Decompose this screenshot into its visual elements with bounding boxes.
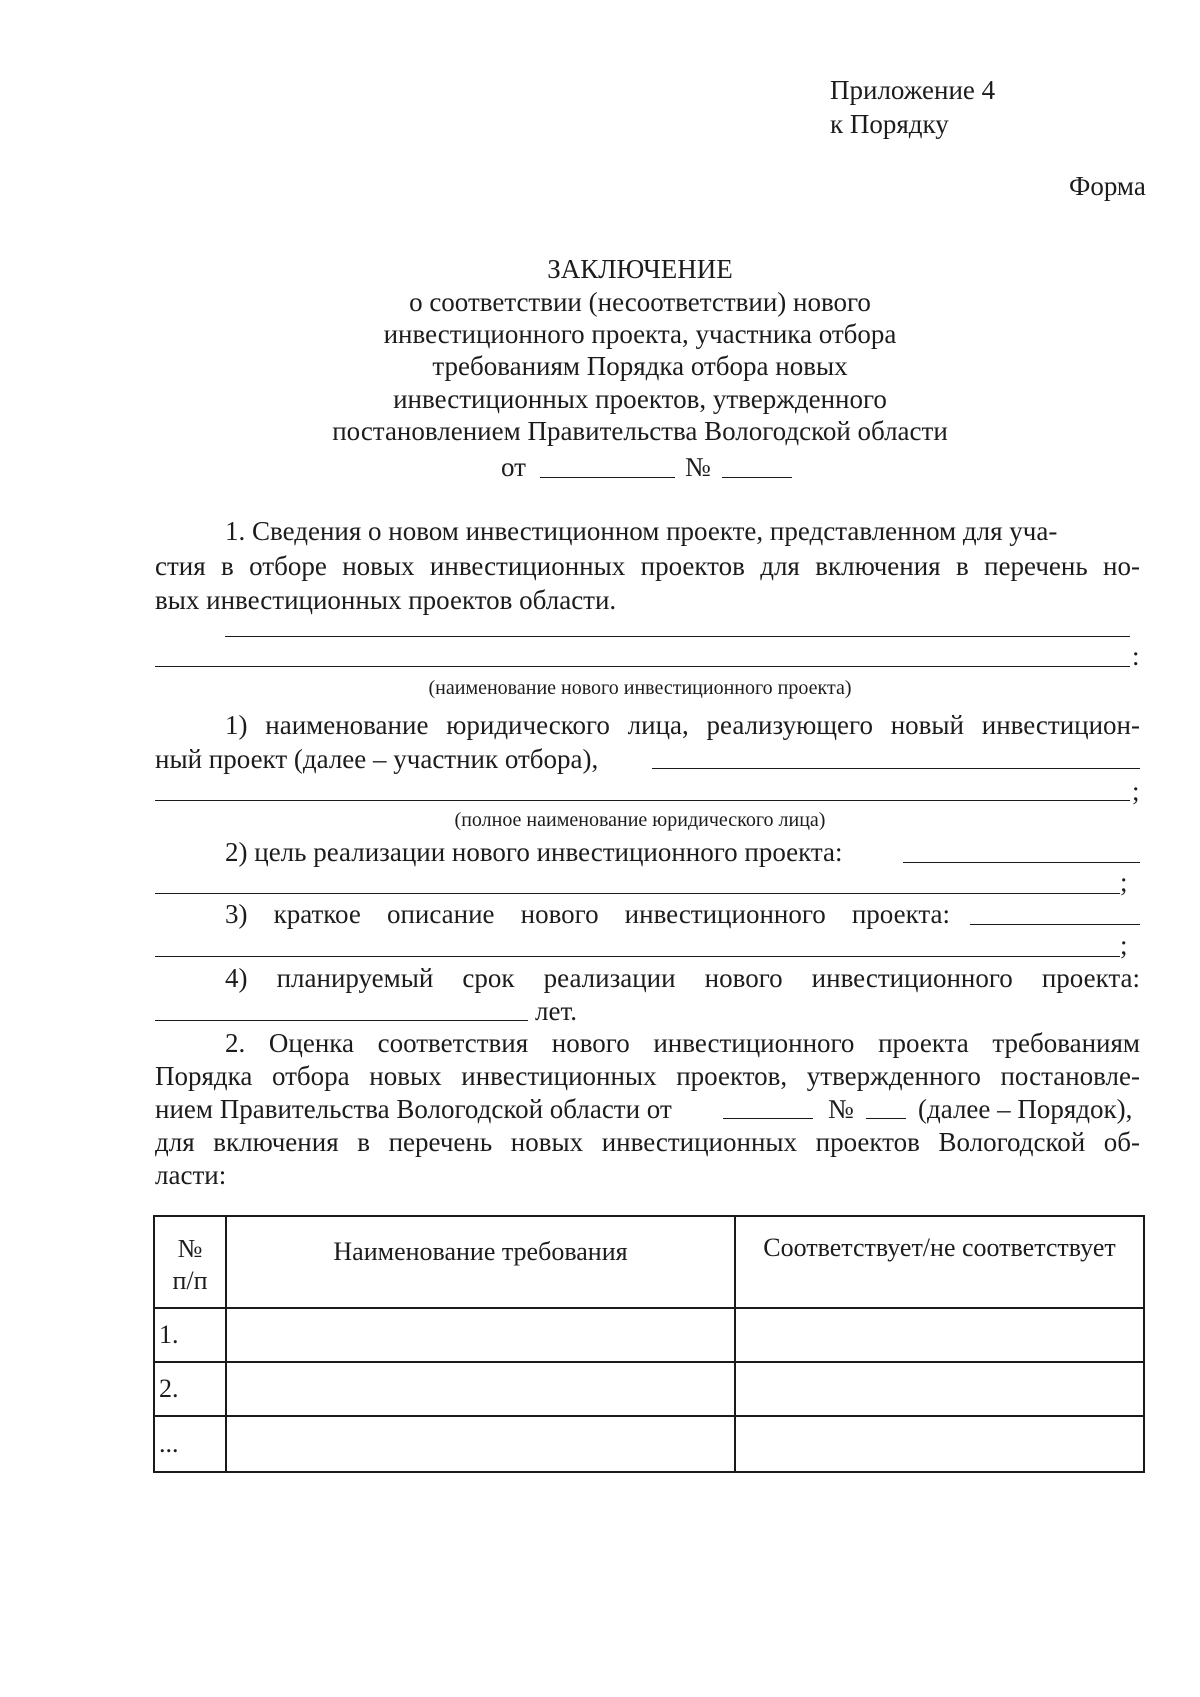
requirements-table [153, 1215, 1145, 1473]
number-abbrev: п/п [172, 1266, 208, 1295]
appendix-label: Приложение 4 [830, 75, 996, 105]
document-title: ЗАКЛЮЧЕНИЕ [547, 254, 733, 284]
item1-line: ный проект (далее – участник отбора), [155, 744, 599, 774]
title-date-blank [540, 477, 675, 478]
title-line: о соответствии (несоответствии) нового [409, 287, 871, 317]
status-cell[interactable] [735, 1362, 1144, 1416]
colon-mark: : [1132, 641, 1140, 671]
number-sign: № [177, 1234, 203, 1263]
section1-line: вых инвестиционных проектов области. [155, 585, 617, 615]
resolution-date-blank [723, 1118, 813, 1119]
item1-line: 1) наименование юридического лица, реализующего новый инвестицион- [225, 710, 1140, 740]
term-blank [155, 1020, 528, 1021]
section2-line: 2. Оценка соответствия нового инвестиционного проекта требованиям [225, 1028, 1140, 1058]
row-number: ... [154, 1416, 226, 1472]
semicolon-mark: ; [1120, 930, 1128, 960]
item4-label: 4) планируемый срок реализации нового инвестиционного проекта: [225, 963, 1140, 993]
item2-label: 2) цель реализации нового инвестиционного проекта: [225, 837, 843, 867]
section1-line: стия в отборе новых инвестиционных проектов для включения в перечень но- [155, 551, 1140, 581]
requirement-cell[interactable] [226, 1308, 735, 1362]
goal-blank [155, 893, 1120, 894]
title-line: постановлением Правительства Вологодской области [332, 416, 948, 446]
row-number: 2. [154, 1362, 226, 1416]
row-number: 1. [154, 1308, 226, 1362]
requirement-cell[interactable] [226, 1362, 735, 1416]
project-name-blank [155, 666, 1130, 667]
goal-blank [903, 862, 1140, 863]
semicolon-mark: ; [1120, 867, 1128, 897]
table-row [154, 1362, 1144, 1416]
appendix-sub-label: к Порядку [830, 109, 949, 139]
header-cell-number [154, 1216, 226, 1308]
section2-line: ласти: [155, 1160, 227, 1190]
title-number-label: № [685, 452, 711, 482]
description-blank [155, 956, 1120, 957]
description-blank [970, 924, 1140, 925]
title-line: инвестиционных проектов, утвержденного [393, 384, 887, 414]
section1-line: 1. Сведения о новом инвестиционном проекте, представленном для уча- [225, 516, 1058, 546]
form-label: Форма [1069, 171, 1146, 201]
resolution-number-label: № [828, 1094, 854, 1124]
project-name-blank [225, 636, 1130, 637]
section2-line: Порядка отбора новых инвестиционных проектов, утвержденного постановле- [155, 1061, 1140, 1091]
years-label: лет. [535, 996, 577, 1026]
status-cell[interactable] [735, 1308, 1144, 1362]
project-name-caption: (наименование нового инвестиционного проекта) [428, 677, 852, 699]
requirement-cell[interactable] [226, 1416, 735, 1472]
entity-name-caption: (полное наименование юридического лица) [454, 809, 826, 831]
table-header-row [154, 1216, 1144, 1308]
participant-blank [652, 768, 1140, 769]
section2-line: для включения в перечень новых инвестиционных проектов Вологодской об- [155, 1127, 1140, 1157]
table-row [154, 1416, 1144, 1472]
title-line: инвестиционного проекта, участника отбора [383, 319, 897, 349]
header-cell-status: Соответствует/не соответствует [735, 1216, 1144, 1308]
status-cell[interactable] [735, 1416, 1144, 1472]
semicolon-mark: ; [1132, 776, 1140, 806]
title-number-blank [722, 477, 792, 478]
table-row [154, 1308, 1144, 1362]
item3-label: 3) краткое описание нового инвестиционного проекта: [225, 899, 950, 929]
title-date-label: от [501, 452, 526, 482]
section2-line: нием Правительства Вологодской области от [155, 1094, 672, 1124]
participant-blank [155, 800, 1130, 801]
resolution-number-blank [866, 1118, 906, 1119]
header-cell-requirement: Наименование требования [226, 1216, 735, 1308]
section2-line: (далее – Порядок), [918, 1094, 1133, 1124]
title-line: требованиям Порядка отбора новых [432, 351, 848, 381]
